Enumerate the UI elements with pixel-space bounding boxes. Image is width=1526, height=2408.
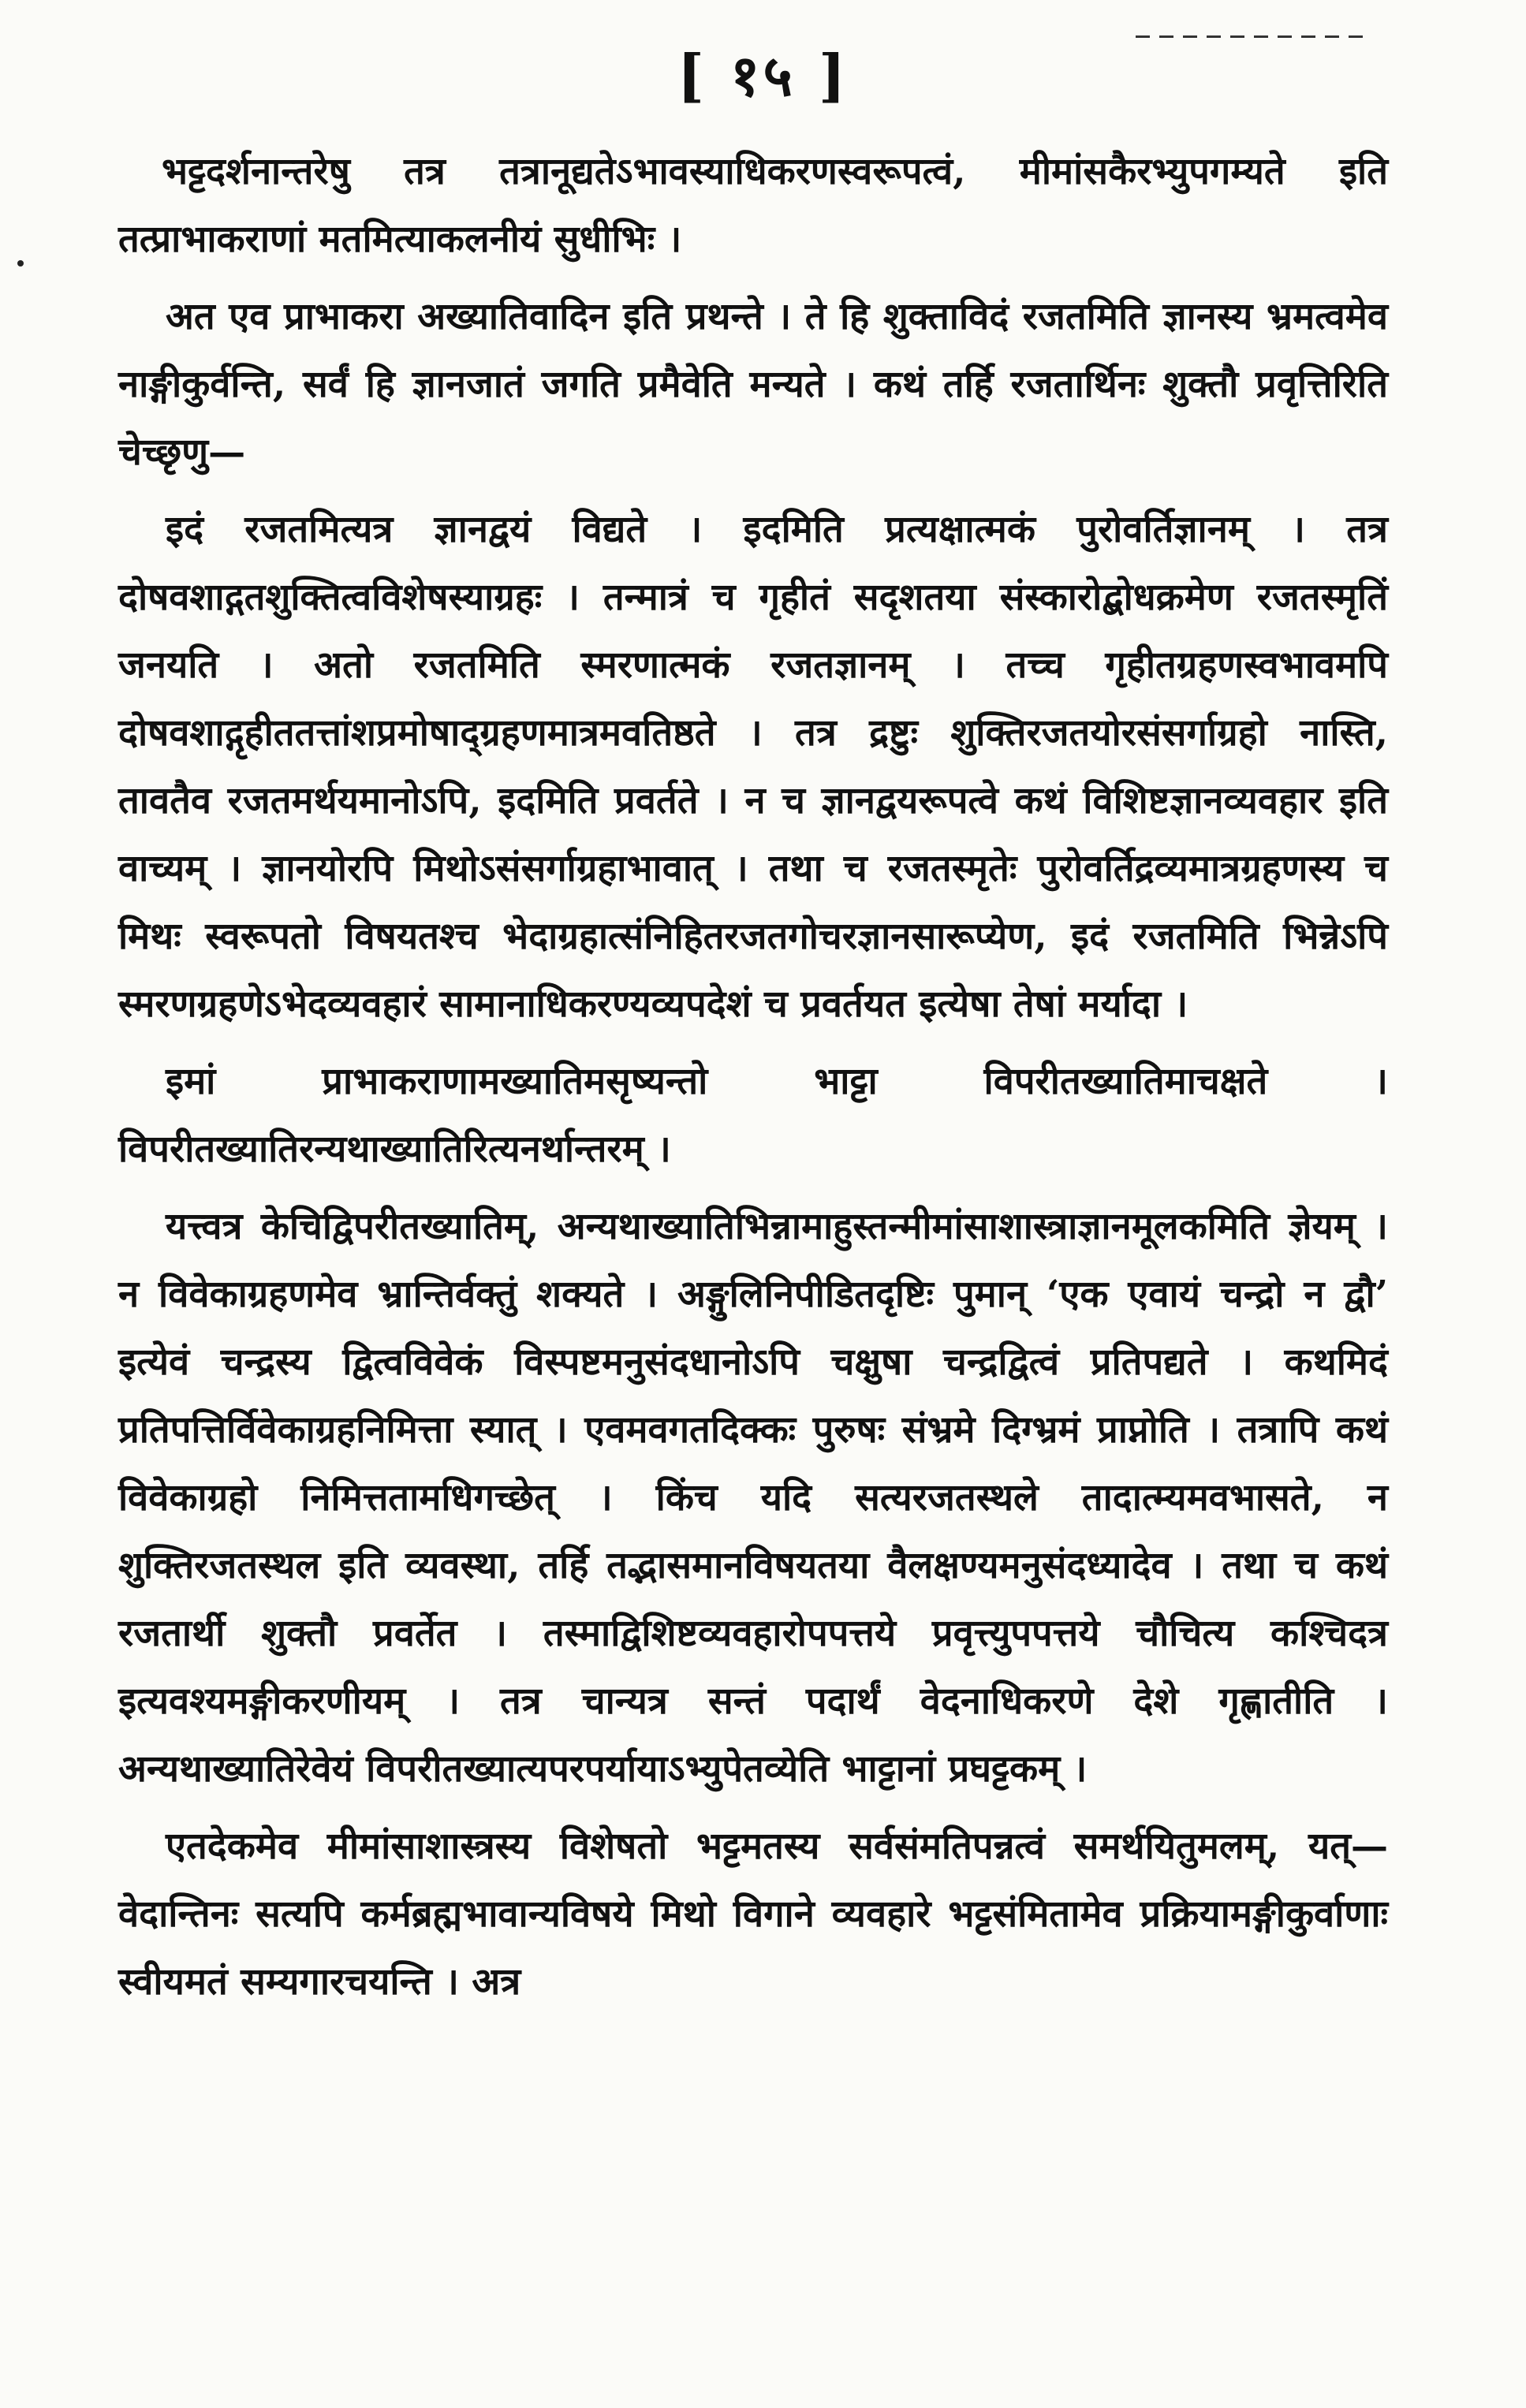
page-number: [ १५ ] xyxy=(677,42,849,109)
paragraph: इदं रजतमित्यत्र ज्ञानद्वयं विद्यते । इदमिति प्रत्यक्षात्मकं पुरोवर्तिज्ञानम् । तत्र दोषवशाद्गतशुक्तित्वविशेषस्याग्रहः । तन्मात्रं च गृहीतं सदृशतया संस्कारोद्बोधक्रमेण रजतस्मृतिं जनयति । अतो रजतमिति स्मरणात्मकं रजतज्ञानम् । तच्च गृहीतग्रहणस्वभावमपि दोषवशाद्गृहीततत्तांशप्रमोषाद्ग्रहणमात्रमवतिष्ठते । तत्र द्रष्टुः शुक्तिरजतयोरसंसर्गाग्रहो नास्ति, तावतैव रजतमर्थयमानोऽपि, इदमिति प्रवर्तते । न च ज्ञानद्वयरूपत्वे कथं विशिष्टज्ञानव्यवहार इति वाच्यम् । ज्ञानयोरपि मिथोऽसंसर्गाग्रहाभावात् । तथा च रजतस्मृतेः पुरोवर्तिद्रव्यमात्रग्रहणस्य च मिथः स्वरूपतो विषयतश्च भेदाग्रहात्संनिहितरजतगोचरज्ञानसारूप्येण, इदं रजतमिति भिन्नेऽपि स्मरणग्रहणेऽभेदव्यवहारं सामानाधिकरण्यव्यपदेशं च प्रवर्तयत इत्येषा तेषां मर्यादा । xyxy=(118,508,1388,1026)
paragraph: अत एव प्राभाकरा अख्यातिवादिन इति प्रथन्ते । ते हि शुक्ताविदं रजतमिति ज्ञानस्य भ्रमत्वमेव नाङ्गीकुर्वन्ति, सर्वं हि ज्ञानजातं जगति प्रमैवेति मन्यते । कथं तर्हि रजतार्थिनः शुक्तौ प्रवृत्तिरिति चेच्छृणु— xyxy=(118,295,1388,474)
paragraph: इमां प्राभाकराणामख्यातिमसृष्यन्तो भाट्टा विपरीतख्यातिमाचक्षते । विपरीतख्यातिरन्यथाख्यातिरित्यनर्थान्तरम् । xyxy=(118,1060,1388,1171)
paragraph: एतदेकमेव मीमांसाशास्त्रस्य विशेषतो भट्टमतस्य सर्वसंमतिपन्नत्वं समर्थयितुमलम्, यत्—वेदान्तिनः सत्यपि कर्मब्रह्मभावान्यविषये मिथो विगाने व्यवहारे भट्टसंमितामेव प्रक्रियामङ्गीकुर्वाणाः स्वीयमतं सम्यगारचयन्ति । अत्र xyxy=(118,1825,1388,2004)
paragraph: यत्त्वत्र केचिद्विपरीतख्यातिम्, अन्यथाख्यातिभिन्नामाहुस्तन्मीमांसाशास्त्राज्ञानमूलकमिति ज्ञेयम् । न विवेकाग्रहणमेव भ्रान्तिर्वक्तुं शक्यते । अङ्गुलिनिपीडितदृष्टिः पुमान् ‘एक एवायं चन्द्रो न द्वौ’ इत्येवं चन्द्रस्य द्वित्वविवेकं विस्पष्टमनुसंदधानोऽपि चक्षुषा चन्द्रद्वित्वं प्रतिपद्यते । कथमिदं प्रतिपत्तिर्विवेकाग्रहनिमित्ता स्यात् । एवमवगतदिक्कः पुरुषः संभ्रमे दिग्भ्रमं प्राप्नोति । तत्रापि कथं विवेकाग्रहो निमित्ततामधिगच्छेत् । किंच यदि सत्यरजतस्थले तादात्म्यमवभासते, न शुक्तिरजतस्थल इति व्यवस्था, तर्हि तद्भासमानविषयतया वैलक्षण्यमनुसंदध्यादेव । तथा च कथं रजतार्थी शुक्तौ प्रवर्तेत । तस्माद्विशिष्टव्यवहारोपपत्तये प्रवृत्त्युपपत्तये चौचित्य कश्चिदत्र इत्यवश्यमङ्गीकरणीयम् । तत्र चान्यत्र सन्तं पदार्थं वेदनाधिकरणे देशे गृह्णातीति । अन्यथाख्यातिरेवेयं विपरीतख्यात्यपरपर्यायाऽभ्युपेतव्येति भाट्टानां प्रघट्टकम् । xyxy=(118,1205,1388,1791)
paragraph: भट्टदर्शनान्तरेषु तत्र तत्रानूद्यतेऽभावस्याधिकरणस्वरूपत्वं, मीमांसकैरभ्युपगम्यते इति तत्प्राभाकराणां मतमित्याकलनीयं सुधीभिः । xyxy=(118,150,1388,261)
margin-speck xyxy=(17,260,24,267)
body-text xyxy=(118,138,1388,2026)
